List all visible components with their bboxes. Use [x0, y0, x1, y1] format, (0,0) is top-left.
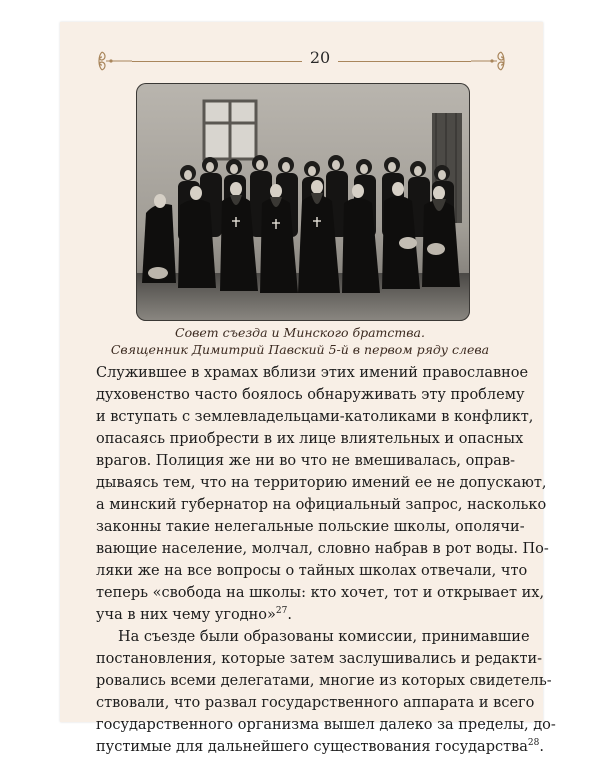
text-line: теперь «свобода на школы: кто хочет, тот и открывает их, — [96, 585, 545, 601]
text-line-last — [96, 604, 506, 626]
text-line: вающие население, молчал, словно набрав в рот воды. По- — [96, 541, 549, 557]
text-fragment: уча в них чему угодно» — [96, 607, 276, 623]
page-number: 20 — [309, 48, 331, 67]
text-line: На съезде были образованы комиссии, принимавшие — [118, 629, 530, 645]
footnote-ref-28[interactable]: 28 — [527, 738, 540, 749]
footnote-ref-27[interactable]: 27 — [275, 606, 288, 617]
text-line: законны такие нелегальные польские школы, ополячи- — [96, 519, 525, 535]
body-text — [96, 362, 556, 758]
text-line: ствовали, что развал государственного аппарата и всего — [96, 695, 535, 711]
text-line: а минский губернатор на официальный запрос, насколько — [96, 497, 547, 513]
text-line: и вступать с землевладельцами-католиками в конфликт, — [96, 409, 534, 425]
text-line: ляки же на все вопросы о тайных школах отвечали, что — [96, 563, 528, 579]
caption-line-1: Совет съезда и Минского братства. — [175, 325, 425, 340]
ornament-right-icon — [467, 48, 507, 74]
text-line: ровались всеми делегатами, многие из которых свидетель- — [96, 673, 552, 689]
text-line: духовенство часто боялось обнаруживать эту проблему — [96, 387, 525, 403]
text-line: Служившее в храмах вблизи этих имений православное — [96, 365, 529, 381]
text-line: государственного организма вышел далеко за пределы, до- — [96, 717, 556, 733]
page-header — [60, 44, 543, 74]
photo-caption — [100, 324, 500, 358]
text-line: опасаясь приобрести в их лице влиятельных и опасных — [96, 431, 524, 447]
text-line: врагов. Полиция же ни во что не вмешивалась, оправ- — [96, 453, 516, 469]
text-line-last — [96, 736, 544, 758]
header-rule-left — [132, 61, 302, 62]
ornament-left-icon — [96, 48, 136, 74]
text-fragment: пустимые для дальнейшего существования государства — [96, 739, 528, 755]
header-rule-right — [338, 61, 471, 62]
caption-line-2: Священник Димитрий Павский 5-й в первом ряду слева — [110, 342, 490, 357]
text-line: дываясь тем, что на территорию имений ее не допускают, — [96, 475, 547, 491]
text-fragment: . — [287, 607, 292, 623]
group-photograph — [136, 83, 470, 321]
text-line: постановления, которые затем заслушивались и редакти- — [96, 651, 543, 667]
text-fragment: . — [539, 739, 544, 755]
group-photo-image — [136, 83, 470, 321]
